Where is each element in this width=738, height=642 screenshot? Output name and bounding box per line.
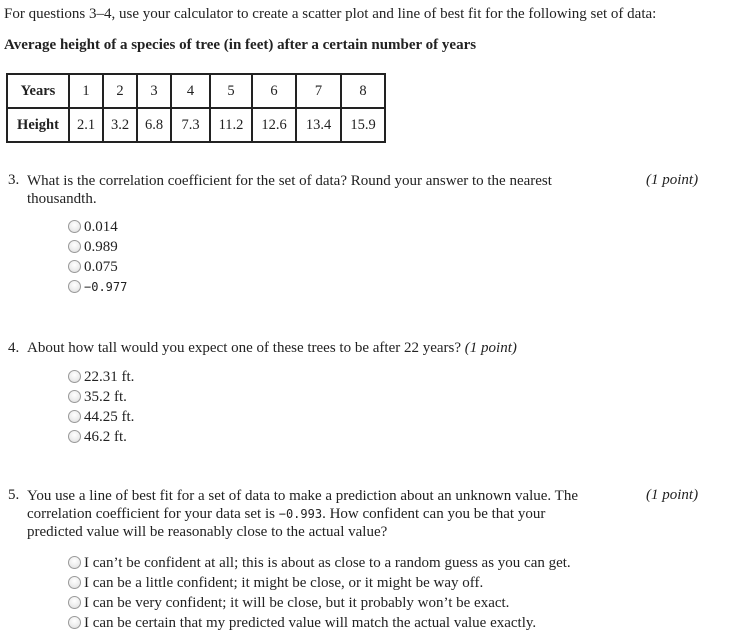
table-cell: 3.2 bbox=[103, 108, 137, 142]
answer-option[interactable] bbox=[68, 258, 118, 276]
radio-button[interactable] bbox=[68, 616, 81, 629]
table-cell: 5 bbox=[210, 74, 252, 108]
answer-option[interactable] bbox=[68, 574, 483, 592]
option-label: 0.075 bbox=[84, 259, 118, 275]
option-label: 0.989 bbox=[84, 239, 118, 255]
answer-option[interactable] bbox=[68, 408, 134, 426]
points-label: (1 point) bbox=[646, 487, 699, 503]
table-cell: 11.2 bbox=[210, 108, 252, 142]
table-cell: 2 bbox=[103, 74, 137, 108]
option-label: 22.31 ft. bbox=[84, 369, 135, 385]
table-cell: 3 bbox=[137, 74, 171, 108]
answer-option[interactable] bbox=[68, 368, 134, 386]
data-table-title: Average height of a species of tree (in feet) after a certain number of years bbox=[4, 37, 477, 53]
radio-button[interactable] bbox=[68, 220, 81, 233]
radio-button[interactable] bbox=[68, 556, 81, 569]
radio-button[interactable] bbox=[68, 280, 81, 293]
table-cell: 7.3 bbox=[171, 108, 210, 142]
question-text-part: . How confident can you be that your bbox=[322, 506, 546, 522]
question-number: 3. bbox=[8, 172, 20, 188]
answer-option[interactable] bbox=[68, 218, 118, 236]
answer-option[interactable] bbox=[68, 614, 536, 632]
table-cell: 12.6 bbox=[252, 108, 296, 142]
radio-button[interactable] bbox=[68, 576, 81, 589]
question-text bbox=[27, 487, 578, 541]
option-label: −0.977 bbox=[84, 280, 128, 294]
table-cell: 7 bbox=[296, 74, 341, 108]
correlation-value: −0.993 bbox=[278, 507, 323, 521]
answer-option[interactable] bbox=[68, 594, 509, 612]
radio-button[interactable] bbox=[68, 430, 81, 443]
table-cell: 2.1 bbox=[69, 108, 103, 142]
table-cell: 8 bbox=[341, 74, 385, 108]
instructions-text: For questions 3–4, use your calculator to create a scatter plot and line of best fit for the following set of data: bbox=[4, 6, 657, 22]
question-text-line: thousandth. bbox=[27, 191, 97, 207]
answer-option[interactable] bbox=[68, 278, 127, 296]
question-text-line: predicted value will be reasonably close to the actual value? bbox=[27, 524, 388, 540]
answer-option[interactable] bbox=[68, 238, 118, 256]
radio-button[interactable] bbox=[68, 240, 81, 253]
question-text-line: You use a line of best fit for a set of data to make a prediction about an unknown value. The bbox=[27, 488, 578, 504]
points-label: (1 point) bbox=[464, 340, 517, 356]
question-number: 4. bbox=[8, 340, 20, 356]
points-label: (1 point) bbox=[646, 172, 699, 188]
table-row-years bbox=[7, 74, 385, 108]
option-label: I can be certain that my predicted value will match the actual value exactly. bbox=[84, 615, 537, 631]
question-text-line bbox=[27, 505, 578, 523]
question-number: 5. bbox=[8, 487, 20, 503]
data-table bbox=[6, 73, 386, 143]
answer-option[interactable] bbox=[68, 554, 571, 572]
question-text-line: About how tall would you expect one of these trees to be after 22 years? bbox=[27, 340, 462, 356]
option-label: 0.014 bbox=[84, 219, 118, 235]
question-text-line: What is the correlation coefficient for the set of data? Round your answer to the nearest bbox=[27, 173, 552, 189]
question-text bbox=[27, 172, 552, 208]
row-header-height: Height bbox=[7, 108, 69, 142]
option-label: I can’t be confident at all; this is about as close to a random guess as you can get. bbox=[84, 555, 571, 571]
radio-button[interactable] bbox=[68, 260, 81, 273]
table-cell: 6 bbox=[252, 74, 296, 108]
radio-button[interactable] bbox=[68, 410, 81, 423]
row-header-years: Years bbox=[7, 74, 69, 108]
answer-option[interactable] bbox=[68, 428, 127, 446]
option-label: I can be very confident; it will be close, but it probably won’t be exact. bbox=[84, 595, 510, 611]
answer-option[interactable] bbox=[68, 388, 127, 406]
table-cell: 6.8 bbox=[137, 108, 171, 142]
option-label: I can be a little confident; it might be close, or it might be way off. bbox=[84, 575, 484, 591]
option-label: 46.2 ft. bbox=[84, 429, 127, 445]
table-row-height bbox=[7, 108, 385, 142]
table-cell: 15.9 bbox=[341, 108, 385, 142]
table-cell: 13.4 bbox=[296, 108, 341, 142]
question-text bbox=[27, 340, 517, 357]
question-text-part: correlation coefficient for your data set is bbox=[27, 506, 275, 522]
radio-button[interactable] bbox=[68, 390, 81, 403]
option-label: 44.25 ft. bbox=[84, 409, 135, 425]
radio-button[interactable] bbox=[68, 370, 81, 383]
radio-button[interactable] bbox=[68, 596, 81, 609]
option-label: 35.2 ft. bbox=[84, 389, 127, 405]
table-cell: 4 bbox=[171, 74, 210, 108]
table-cell: 1 bbox=[69, 74, 103, 108]
